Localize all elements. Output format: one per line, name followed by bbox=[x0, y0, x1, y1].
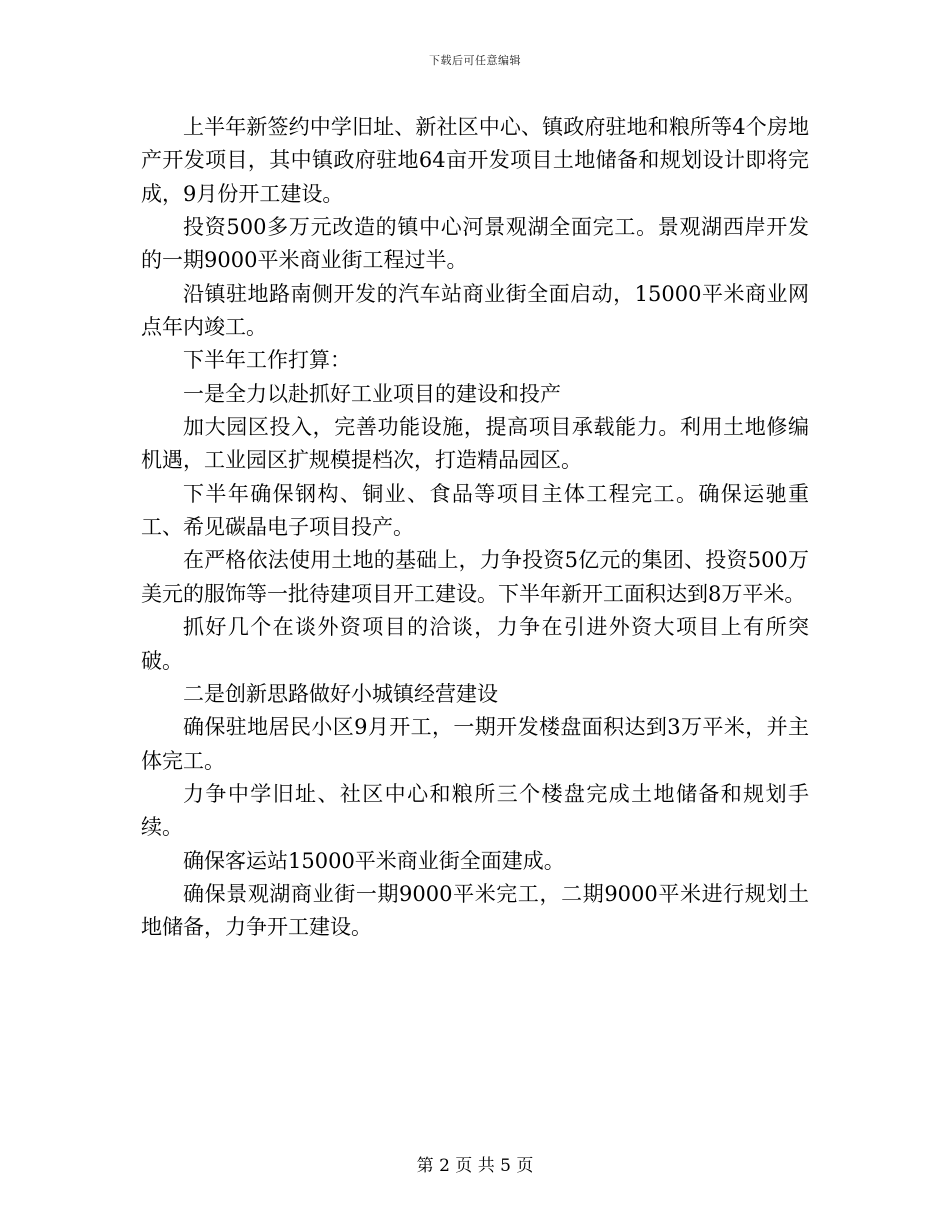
paragraph-3: 沿镇驻地路南侧开发的汽车站商业街全面启动，15000平米商业网点年内竣工。 bbox=[141, 281, 809, 340]
paragraph-9: 抓好几个在谈外资项目的洽谈，力争在引进外资大项目上有所突破。 bbox=[141, 615, 809, 673]
paragraph-2: 投资500多万元改造的镇中心河景观湖全面完工。景观湖西岸开发的一期9000平米商业街工程过半。 bbox=[141, 215, 809, 273]
paragraph-8: 在严格依法使用土地的基础上，力争投资5亿元的集团、投资500万美元的服饰等一批待建项目开工建设。下半年新开工面积达到8万平米。 bbox=[141, 548, 809, 606]
paragraph-4: 下半年工作打算： bbox=[183, 348, 351, 373]
paragraph-7: 下半年确保钢构、铜业、食品等项目主体工程完工。确保运驰重工、希见碳晶电子项目投产。 bbox=[141, 481, 809, 540]
section-heading-1: 一是全力以赴抓好工业项目的建设和投产 bbox=[183, 381, 561, 406]
paragraph-13: 确保客运站15000平米商业街全面建成。 bbox=[183, 848, 565, 873]
page-header: 下载后可任意编辑 bbox=[429, 54, 521, 67]
paragraph-12: 力争中学旧址、社区中心和粮所三个楼盘完成土地储备和规划手续。 bbox=[141, 781, 809, 840]
paragraph-14: 确保景观湖商业街一期9000平米完工，二期9000平米进行规划土地储备，力争开工建设。 bbox=[141, 881, 809, 940]
paragraph-6: 加大园区投入，完善功能设施，提高项目承载能力。利用土地修编机遇，工业园区扩规模提档次，打造精品园区。 bbox=[141, 415, 809, 473]
page-number-footer: 第 2 页 共 5 页 bbox=[416, 1156, 534, 1176]
paragraph-11: 确保驻地居民小区9月开工，一期开发楼盘面积达到3万平米，并主体完工。 bbox=[141, 715, 809, 773]
document-body bbox=[141, 111, 809, 945]
section-heading-2: 二是创新思路做好小城镇经营建设 bbox=[183, 681, 498, 706]
paragraph-1: 上半年新签约中学旧址、新社区中心、镇政府驻地和粮所等4个房地产开发项目，其中镇政府驻地64亩开发项目土地储备和规划设计即将完成，9月份开工建设。 bbox=[141, 115, 809, 206]
